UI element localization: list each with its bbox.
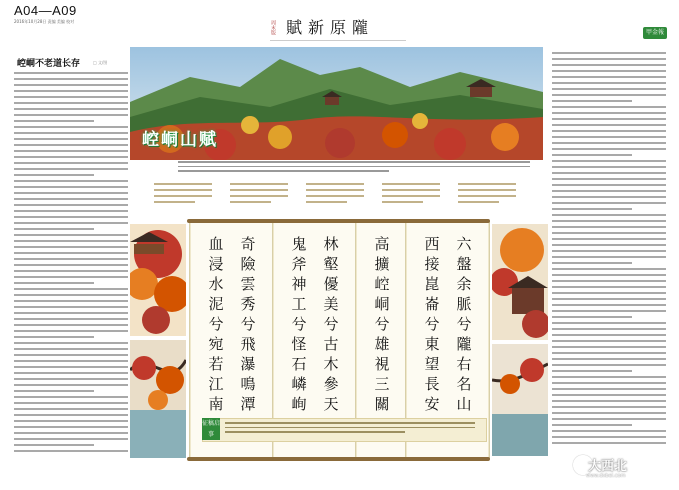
scroll-column <box>317 234 345 414</box>
calligraphy-glyph: 雲 <box>240 275 256 293</box>
text-line <box>552 418 666 420</box>
text-line <box>552 142 666 144</box>
text-line <box>14 360 128 362</box>
calligraphy-glyph: 優 <box>323 275 339 293</box>
scroll-column <box>450 234 478 414</box>
text-line <box>14 210 128 212</box>
text-line <box>14 372 128 374</box>
text-line <box>14 270 128 272</box>
left-autumn-image-bottom <box>130 340 186 458</box>
text-line <box>552 106 666 108</box>
text-line <box>14 330 128 332</box>
text-line <box>14 426 128 428</box>
calligraphy-glyph: 雄 <box>374 335 390 353</box>
text-line <box>14 354 128 356</box>
text-line <box>14 216 128 218</box>
text-line <box>14 204 128 206</box>
text-line <box>14 222 128 224</box>
text-line <box>14 258 128 260</box>
calligraphy-glyph: 山 <box>456 395 472 413</box>
branch-lake-graphic <box>492 344 548 456</box>
credit-tag: 征稿启事 <box>202 420 221 438</box>
text-line <box>552 298 666 300</box>
text-line <box>14 378 128 380</box>
scroll-rod <box>403 219 490 223</box>
text-line <box>14 276 128 278</box>
calligraphy-glyph: 若 <box>208 355 224 373</box>
intro-para <box>306 183 364 207</box>
text-line <box>552 322 666 324</box>
page-code: A04—A09 <box>14 3 77 18</box>
text-line <box>14 90 128 92</box>
text-line <box>14 72 128 74</box>
calligraphy-glyph: 鬼 <box>291 235 307 253</box>
text-line <box>552 262 632 264</box>
text-line <box>552 334 666 336</box>
text-line <box>14 438 128 440</box>
calligraphy-glyph: 峋 <box>291 395 307 413</box>
text-line <box>552 328 666 330</box>
calligraphy-glyph: 三 <box>374 375 390 393</box>
text-line <box>552 244 666 246</box>
text-line <box>552 280 666 282</box>
text-line <box>14 414 128 416</box>
text-line <box>14 234 128 236</box>
left-text-lines <box>14 72 128 452</box>
calligraphy-glyph: 高 <box>374 235 390 253</box>
intro-para <box>154 183 212 207</box>
text-line <box>14 312 128 314</box>
text-line <box>14 318 128 320</box>
calligraphy-glyph: 安 <box>424 395 440 413</box>
calligraphy-glyph: 余 <box>456 275 472 293</box>
calligraphy-glyph: 兮 <box>323 315 339 333</box>
calligraphy-glyph: 脈 <box>456 295 472 313</box>
masthead-title: 賦新原隴 <box>286 18 375 37</box>
calligraphy-glyph: 東 <box>424 335 440 353</box>
calligraphy-glyph: 浸 <box>208 255 224 273</box>
text-line <box>14 252 128 254</box>
calligraphy-glyph: 瀑 <box>240 355 256 373</box>
calligraphy-glyph: 兮 <box>456 315 472 333</box>
text-line <box>552 124 666 126</box>
text-line <box>14 108 128 110</box>
text-line <box>552 436 666 438</box>
text-line <box>552 382 666 384</box>
text-line <box>552 250 666 252</box>
calligraphy-glyph: 接 <box>424 255 440 273</box>
text-line <box>14 198 128 200</box>
scroll-rod <box>187 457 274 461</box>
calligraphy-glyph: 兮 <box>240 315 256 333</box>
text-line <box>14 282 94 284</box>
text-line <box>14 294 128 296</box>
text-line <box>14 384 128 386</box>
text-line <box>14 174 94 176</box>
text-line <box>14 408 128 410</box>
calligraphy-glyph: 宛 <box>208 335 224 353</box>
calligraphy-glyph: 美 <box>323 295 339 313</box>
text-line <box>552 310 666 312</box>
text-line <box>552 190 666 192</box>
calligraphy-glyph: 六 <box>456 235 472 253</box>
calligraphy-glyph: 望 <box>424 355 440 373</box>
text-line <box>552 442 666 444</box>
calligraphy-glyph: 擴 <box>374 255 390 273</box>
temple-tree-graphic <box>492 224 548 340</box>
article-byline: □ 文/图 <box>93 60 108 65</box>
text-line <box>552 100 632 102</box>
calligraphy-glyph: 崑 <box>424 275 440 293</box>
calligraphy-glyph: 兮 <box>208 315 224 333</box>
text-line <box>552 178 666 180</box>
text-line <box>14 150 128 152</box>
scroll-column <box>202 234 230 414</box>
text-line <box>552 412 666 414</box>
text-line <box>14 144 128 146</box>
text-line <box>14 300 128 302</box>
text-line <box>14 402 128 404</box>
calligraphy-glyph: 斧 <box>291 255 307 273</box>
calligraphy-glyph: 林 <box>323 235 339 253</box>
text-line <box>14 84 128 86</box>
intro-paragraphs <box>154 183 517 219</box>
calligraphy-glyph: 兮 <box>424 315 440 333</box>
text-line <box>552 94 666 96</box>
text-line <box>14 396 128 398</box>
calligraphy-glyph: 壑 <box>323 255 339 273</box>
calligraphy-glyph: 險 <box>240 255 256 273</box>
text-line <box>552 166 666 168</box>
credit-box <box>202 418 487 442</box>
text-line <box>552 256 666 258</box>
calligraphy-glyph: 隴 <box>456 335 472 353</box>
text-line <box>552 196 666 198</box>
text-line <box>552 52 666 54</box>
calligraphy-glyph: 關 <box>374 395 390 413</box>
text-line <box>552 268 666 270</box>
text-line <box>552 388 666 390</box>
hero-title: 崆峒山赋 <box>142 130 218 150</box>
text-line <box>14 126 128 128</box>
scroll-column <box>285 234 313 414</box>
calligraphy-glyph: 飛 <box>240 335 256 353</box>
text-line <box>552 430 666 432</box>
calligraphy-glyph: 水 <box>208 275 224 293</box>
calligraphy-glyph: 天 <box>323 395 339 413</box>
text-line <box>14 180 128 182</box>
text-line <box>552 352 666 354</box>
text-line <box>552 58 666 60</box>
calligraphy-glyph: 古 <box>323 335 339 353</box>
intro-para <box>382 183 440 207</box>
text-line <box>552 376 666 378</box>
text-line <box>14 114 128 116</box>
text-line <box>14 186 128 188</box>
text-line <box>552 70 666 72</box>
calligraphy-glyph: 南 <box>208 395 224 413</box>
calligraphy-glyph: 秀 <box>240 295 256 313</box>
text-line <box>552 202 666 204</box>
scroll-rod <box>187 219 274 223</box>
left-text-column <box>14 72 128 458</box>
calligraphy-glyph: 潭 <box>240 395 256 413</box>
text-line <box>552 232 666 234</box>
calligraphy-glyph: 峒 <box>374 295 390 313</box>
calligraphy-glyph: 奇 <box>240 235 256 253</box>
text-line <box>552 316 632 318</box>
calligraphy-glyph: 盤 <box>456 255 472 273</box>
calligraphy-glyph: 血 <box>208 235 224 253</box>
text-line <box>552 226 666 228</box>
text-line <box>14 342 128 344</box>
text-line <box>14 102 128 104</box>
text-line <box>552 214 666 216</box>
masthead-small-label: 周末版 <box>270 20 276 35</box>
text-line <box>552 220 666 222</box>
calligraphy-glyph: 長 <box>424 375 440 393</box>
watermark-url: www.dxbei.com <box>586 473 626 479</box>
text-line <box>552 238 666 240</box>
text-line <box>552 394 666 396</box>
text-line <box>552 184 666 186</box>
text-line <box>14 162 128 164</box>
calligraphy-glyph: 神 <box>291 275 307 293</box>
text-line <box>14 420 128 422</box>
text-line <box>552 136 666 138</box>
scroll-rod <box>270 457 357 461</box>
text-line <box>552 286 666 288</box>
text-line <box>552 274 666 276</box>
text-line <box>14 324 128 326</box>
right-text-column <box>552 52 666 452</box>
intro-para <box>230 183 288 207</box>
text-line <box>552 406 666 408</box>
text-line <box>552 346 666 348</box>
calligraphy-glyph: 崙 <box>424 295 440 313</box>
masthead <box>270 14 406 41</box>
text-line <box>552 64 666 66</box>
section-badge: 甲金報 <box>643 27 667 39</box>
text-line <box>14 192 128 194</box>
text-line <box>552 76 666 78</box>
text-line <box>552 172 666 174</box>
left-autumn-image-top <box>130 224 186 336</box>
text-line <box>14 78 128 80</box>
text-line <box>552 160 666 162</box>
lake-tree-graphic <box>130 340 186 458</box>
calligraphy-glyph: 西 <box>424 235 440 253</box>
text-line <box>14 390 94 392</box>
calligraphy-glyph: 江 <box>208 375 224 393</box>
text-line <box>14 306 128 308</box>
text-line <box>552 130 666 132</box>
text-line <box>14 450 128 452</box>
calligraphy-glyph: 木 <box>323 355 339 373</box>
calligraphy-glyph: 兮 <box>374 315 390 333</box>
autumn-tree-graphic <box>130 224 186 336</box>
text-line <box>552 292 666 294</box>
text-line <box>14 444 94 446</box>
text-line <box>14 264 128 266</box>
text-line <box>552 148 666 150</box>
right-text-lines <box>552 52 666 444</box>
text-line <box>14 336 94 338</box>
text-line <box>552 358 666 360</box>
text-line <box>14 288 128 290</box>
scroll-column <box>234 234 262 414</box>
text-line <box>552 112 666 114</box>
calligraphy-glyph: 工 <box>291 295 307 313</box>
text-line <box>14 138 128 140</box>
text-line <box>14 432 128 434</box>
right-autumn-image-top <box>492 224 548 340</box>
text-line <box>14 348 128 350</box>
calligraphy-glyph: 怪 <box>291 335 307 353</box>
text-line <box>14 168 128 170</box>
intro-para <box>458 183 516 207</box>
calligraphy-glyph: 視 <box>374 355 390 373</box>
calligraphy-glyph: 鳴 <box>240 375 256 393</box>
text-line <box>552 370 632 372</box>
calligraphy-glyph: 右 <box>456 355 472 373</box>
text-line <box>552 364 666 366</box>
text-line <box>552 208 632 210</box>
calligraphy-glyph: 嶙 <box>291 375 307 393</box>
text-line <box>14 228 94 230</box>
watermark-text: 大西北 <box>588 459 628 474</box>
scroll-column <box>418 234 446 414</box>
calligraphy-glyph: 泥 <box>208 295 224 313</box>
text-line <box>14 132 128 134</box>
text-line <box>552 424 632 426</box>
text-line <box>14 96 128 98</box>
right-autumn-image-bottom <box>492 344 548 456</box>
text-line <box>14 156 128 158</box>
calligraphy-glyph: 參 <box>323 375 339 393</box>
scroll-rod <box>403 457 490 461</box>
scroll-column <box>368 234 396 414</box>
text-line <box>552 304 666 306</box>
text-line <box>552 82 666 84</box>
calligraphy-glyph: 兮 <box>291 315 307 333</box>
text-line <box>552 340 666 342</box>
text-line <box>552 118 666 120</box>
text-line <box>14 240 128 242</box>
text-line <box>14 366 128 368</box>
article-headline: 崆峒不老道长存 <box>17 59 81 69</box>
hero-caption <box>178 161 530 175</box>
calligraphy-glyph: 石 <box>291 355 307 373</box>
calligraphy-glyph: 名 <box>456 375 472 393</box>
text-line <box>14 246 128 248</box>
text-line <box>552 154 632 156</box>
scroll-rod <box>270 219 357 223</box>
calligraphy-glyph: 崆 <box>374 275 390 293</box>
text-line <box>14 120 94 122</box>
text-line <box>552 88 666 90</box>
text-line <box>552 400 666 402</box>
page-subline: 2016年10月28日 责编 美编 校对 <box>14 19 75 24</box>
